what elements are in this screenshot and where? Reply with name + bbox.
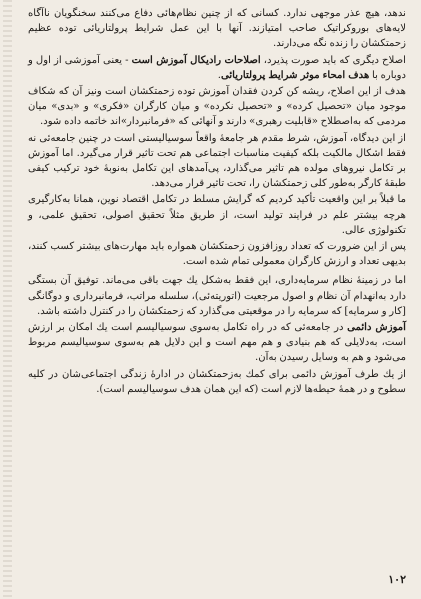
paragraph — [28, 239, 406, 269]
paragraph-text: ندهد، هیچ عذر موجهی ندارد. کسانی که از چنین نظام‌هائی دفاع می‌کنند سخنگویان ناآگاه لایه‌های بوروکراتیک صاحب امتیازند. آنها با این عمل شرایط پرولتاریائی توده عظیم زحمتکشان را زنده نگه می‌دارند. — [28, 8, 406, 50]
paragraph-text: از این دیدگاه، آموزش، شرط مقدم هر جامعهٔ واقعاً سوسیالیستی است در چنین جامعه‌ئی نه فقط اشکال مالکیت بلکه کیفیت مناسبات اجتماعی هم تحت تاثیر قرار می‌گیرد. اما آموزش بر تکامل نیروهای مولده هم تاثیر می‌گذارد، پی‌آمدهای این تکامل به‌نوبهٔ خود ترکیب کیفی طبقهٔ کارگر به‌طور کلی زحمتکشان را، تحت تاثیر قرار می‌دهد. — [28, 132, 406, 190]
paragraph — [28, 320, 406, 366]
emphasized-text: آموزش دائمی — [347, 322, 406, 334]
paragraph — [28, 273, 406, 319]
paragraph — [28, 367, 406, 397]
paragraph — [28, 131, 406, 192]
paragraph-text: . — [217, 69, 221, 81]
emphasized-text: هدف امحاء موثر شرایط پرولتاریائی — [220, 69, 370, 81]
emphasized-text: اصلاحات رادیکال آموزش است — [131, 54, 261, 66]
paragraph-text: ما قبلاً بر این واقعیت تأکید کردیم که گرایش مسلط در تکامل اقتصاد نوین، همانا به‌کارگیری هرچه بیشتر علم در فرایند تولید است، از طریق مثلاً تحقیق اصولی، تحقیق علمی، و تکنولوژی عالی. — [28, 194, 406, 236]
text-body — [28, 6, 406, 397]
page-number: ۱۰۲ — [388, 573, 406, 586]
paragraph-text: هدف از این اصلاح، ریشه کن کردن فقدان آموزش توده زحمتکشان است ونیز آن که شکاف موجود میان «تحصیل کرده» و «تحصیل نکرده» و میان کارگران «فکری» و «بدی» میان مردمی که به‌اصطلاح «قابلیت رهبری» دارند و آنهائی که «فرمانبردار»اند خاتمه داده شود. — [28, 86, 406, 128]
paragraph-text: در جامعه‌ئی که در راه تکامل به‌سوی سوسیالیسم است یك امکان بر ارزش است، به‌دلایلی که هم بنیادی و هم مهم است و این دلایل هم به‌سوی سوسیالیسم مربوط می‌شود و هم به وسایل رسیدن به‌آن. — [28, 322, 406, 364]
paragraph — [28, 192, 406, 238]
paragraph-text: از یك طرف آموزش دائمی برای کمك به‌زحمتکشان در ادارهٔ زندگی اجتماعی‌شان در کلیه سطوح و در همهٔ حیطه‌ها لازم است (که این همان هدف سوسیالیسم است). — [28, 368, 406, 395]
paragraph-text: اصلاح دیگری که باید صورت پذیرد، — [260, 54, 406, 66]
paragraph-text: پس از این ضرورت که تعداد روزافزون زحمتکشان همواره باید مهارت‌های بیشتر کسب کنند، بدیهی تعداد و ارزش کارگران معمولی تمام شده است. — [28, 241, 406, 268]
paragraph — [28, 84, 406, 130]
paragraph-text: اما در زمینهٔ نظام سرمایه‌داری، این فقط به‌شکل یك جهت باقی می‌ماند. توفیق آن بستگی دارد به‌انهدام آن نظام و اصول مرجعیت (اتوریته‌ئی)، سلسله مراتب، فرمانبرداری و دوگانگی [کار و سرمایه] که سرمایه را در موقعیتی می‌گذارد که زحمتکشان را در کنترل داشته باشد. — [28, 275, 406, 317]
paragraph — [28, 6, 406, 52]
paragraph — [28, 53, 406, 83]
paragraph-text: - یعنی آموزشی از اول و دوباره با — [28, 54, 406, 81]
